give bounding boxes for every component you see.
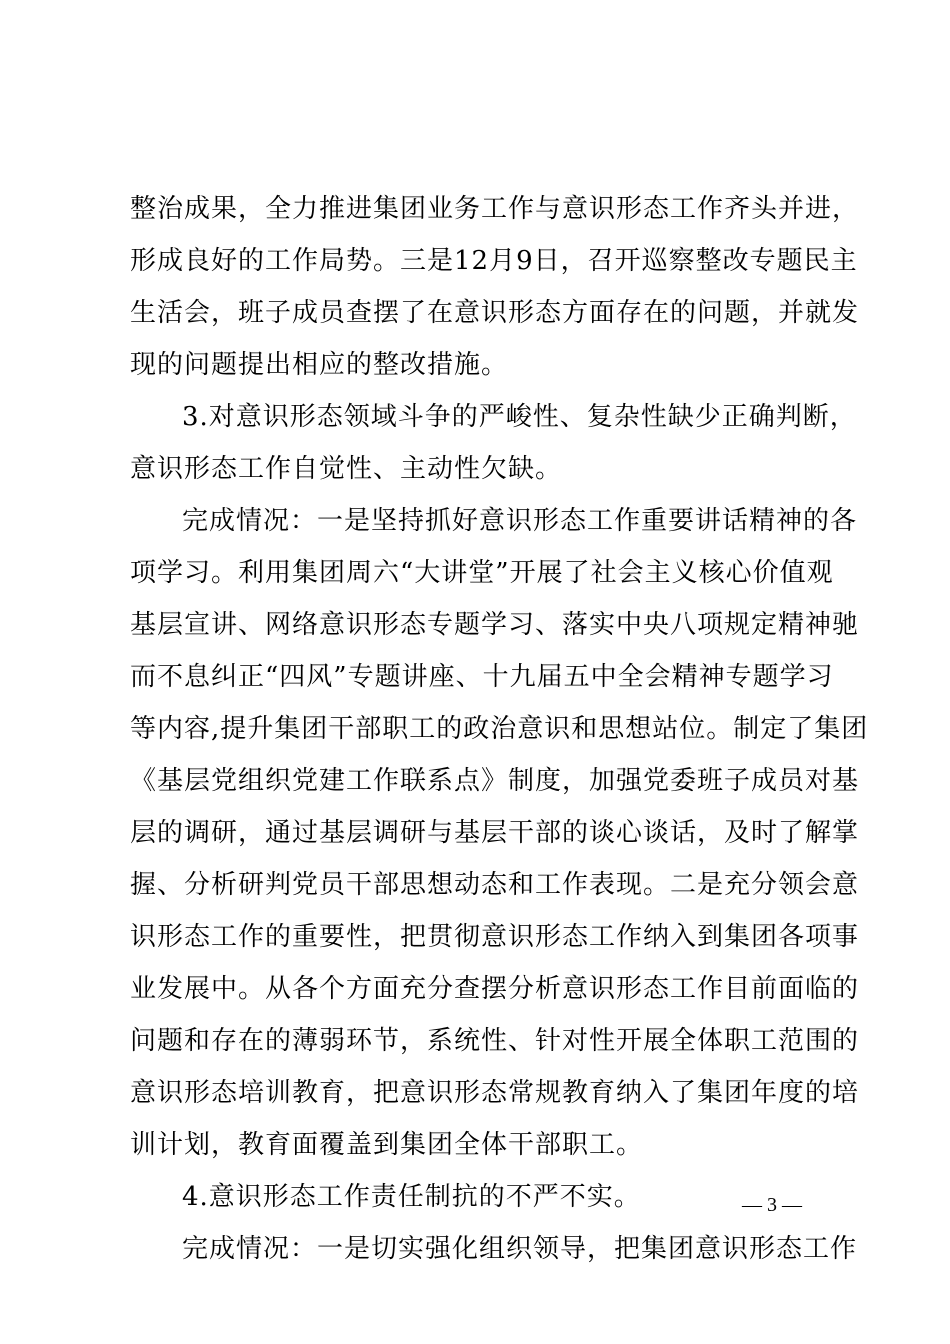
text-line: 形成良好的工作局势。三是12月9日，召开巡察整改专题民主 [130, 246, 858, 276]
text-line: 《基层党组织党建工作联系点》制度，加强党委班子成员对基 [130, 766, 860, 796]
completion-paragraph-start: 完成情况：一是坚持抓好意识形态工作重要讲话精神的各 [182, 506, 858, 536]
text-line: 识形态工作的重要性，把贯彻意识形态工作纳入到集团各项事 [130, 922, 860, 952]
text-line: 问题和存在的薄弱环节，系统性、针对性开展全体职工范围的 [130, 1026, 860, 1056]
text-line: 生活会，班子成员查摆了在意识形态方面存在的问题，并就发 [130, 298, 860, 328]
item-heading-3: 3.对意识形态领域斗争的严峻性、复杂性缺少正确判断， [182, 402, 857, 432]
item-heading-4: 4.意识形态工作责任制抗的不严不实。 [182, 1182, 641, 1212]
document-body [130, 183, 869, 1275]
text-line: 意识形态培训教育，把意识形态常规教育纳入了集团年度的培 [130, 1078, 860, 1108]
text-line: 训计划，教育面覆盖到集团全体干部职工。 [130, 1130, 644, 1160]
text-line: 而不息纠正“四风”专题讲座、十九届五中全会精神专题学习 [130, 662, 834, 692]
text-line: 项学习。利用集团周六“大讲堂”开展了社会主义核心价值观 [130, 558, 834, 588]
text-line: 握、分析研判党员干部思想动态和工作表现。二是充分领会意 [130, 870, 860, 900]
text-line: 整治成果，全力推进集团业务工作与意识形态工作齐头并进， [130, 194, 860, 224]
text-line: 基层宣讲、网络意识形态专题学习、落实中央八项规定精神驰 [130, 610, 860, 640]
completion-paragraph-start: 完成情况：一是切实强化组织领导，把集团意识形态工作 [182, 1234, 858, 1264]
text-line: 层的调研，通过基层调研与基层干部的谈心谈话，及时了解掌 [130, 818, 860, 848]
text-line: 现的问题提出相应的整改措施。 [130, 350, 509, 380]
text-line: 意识形态工作自觉性、主动性欠缺。 [130, 454, 563, 484]
text-line: 等内容,提升集团干部职工的政治意识和思想站位。制定了集团 [130, 714, 869, 744]
page-number: — 3 — [742, 1194, 802, 1216]
text-line: 业发展中。从各个方面充分查摆分析意识形态工作目前面临的 [130, 974, 860, 1004]
